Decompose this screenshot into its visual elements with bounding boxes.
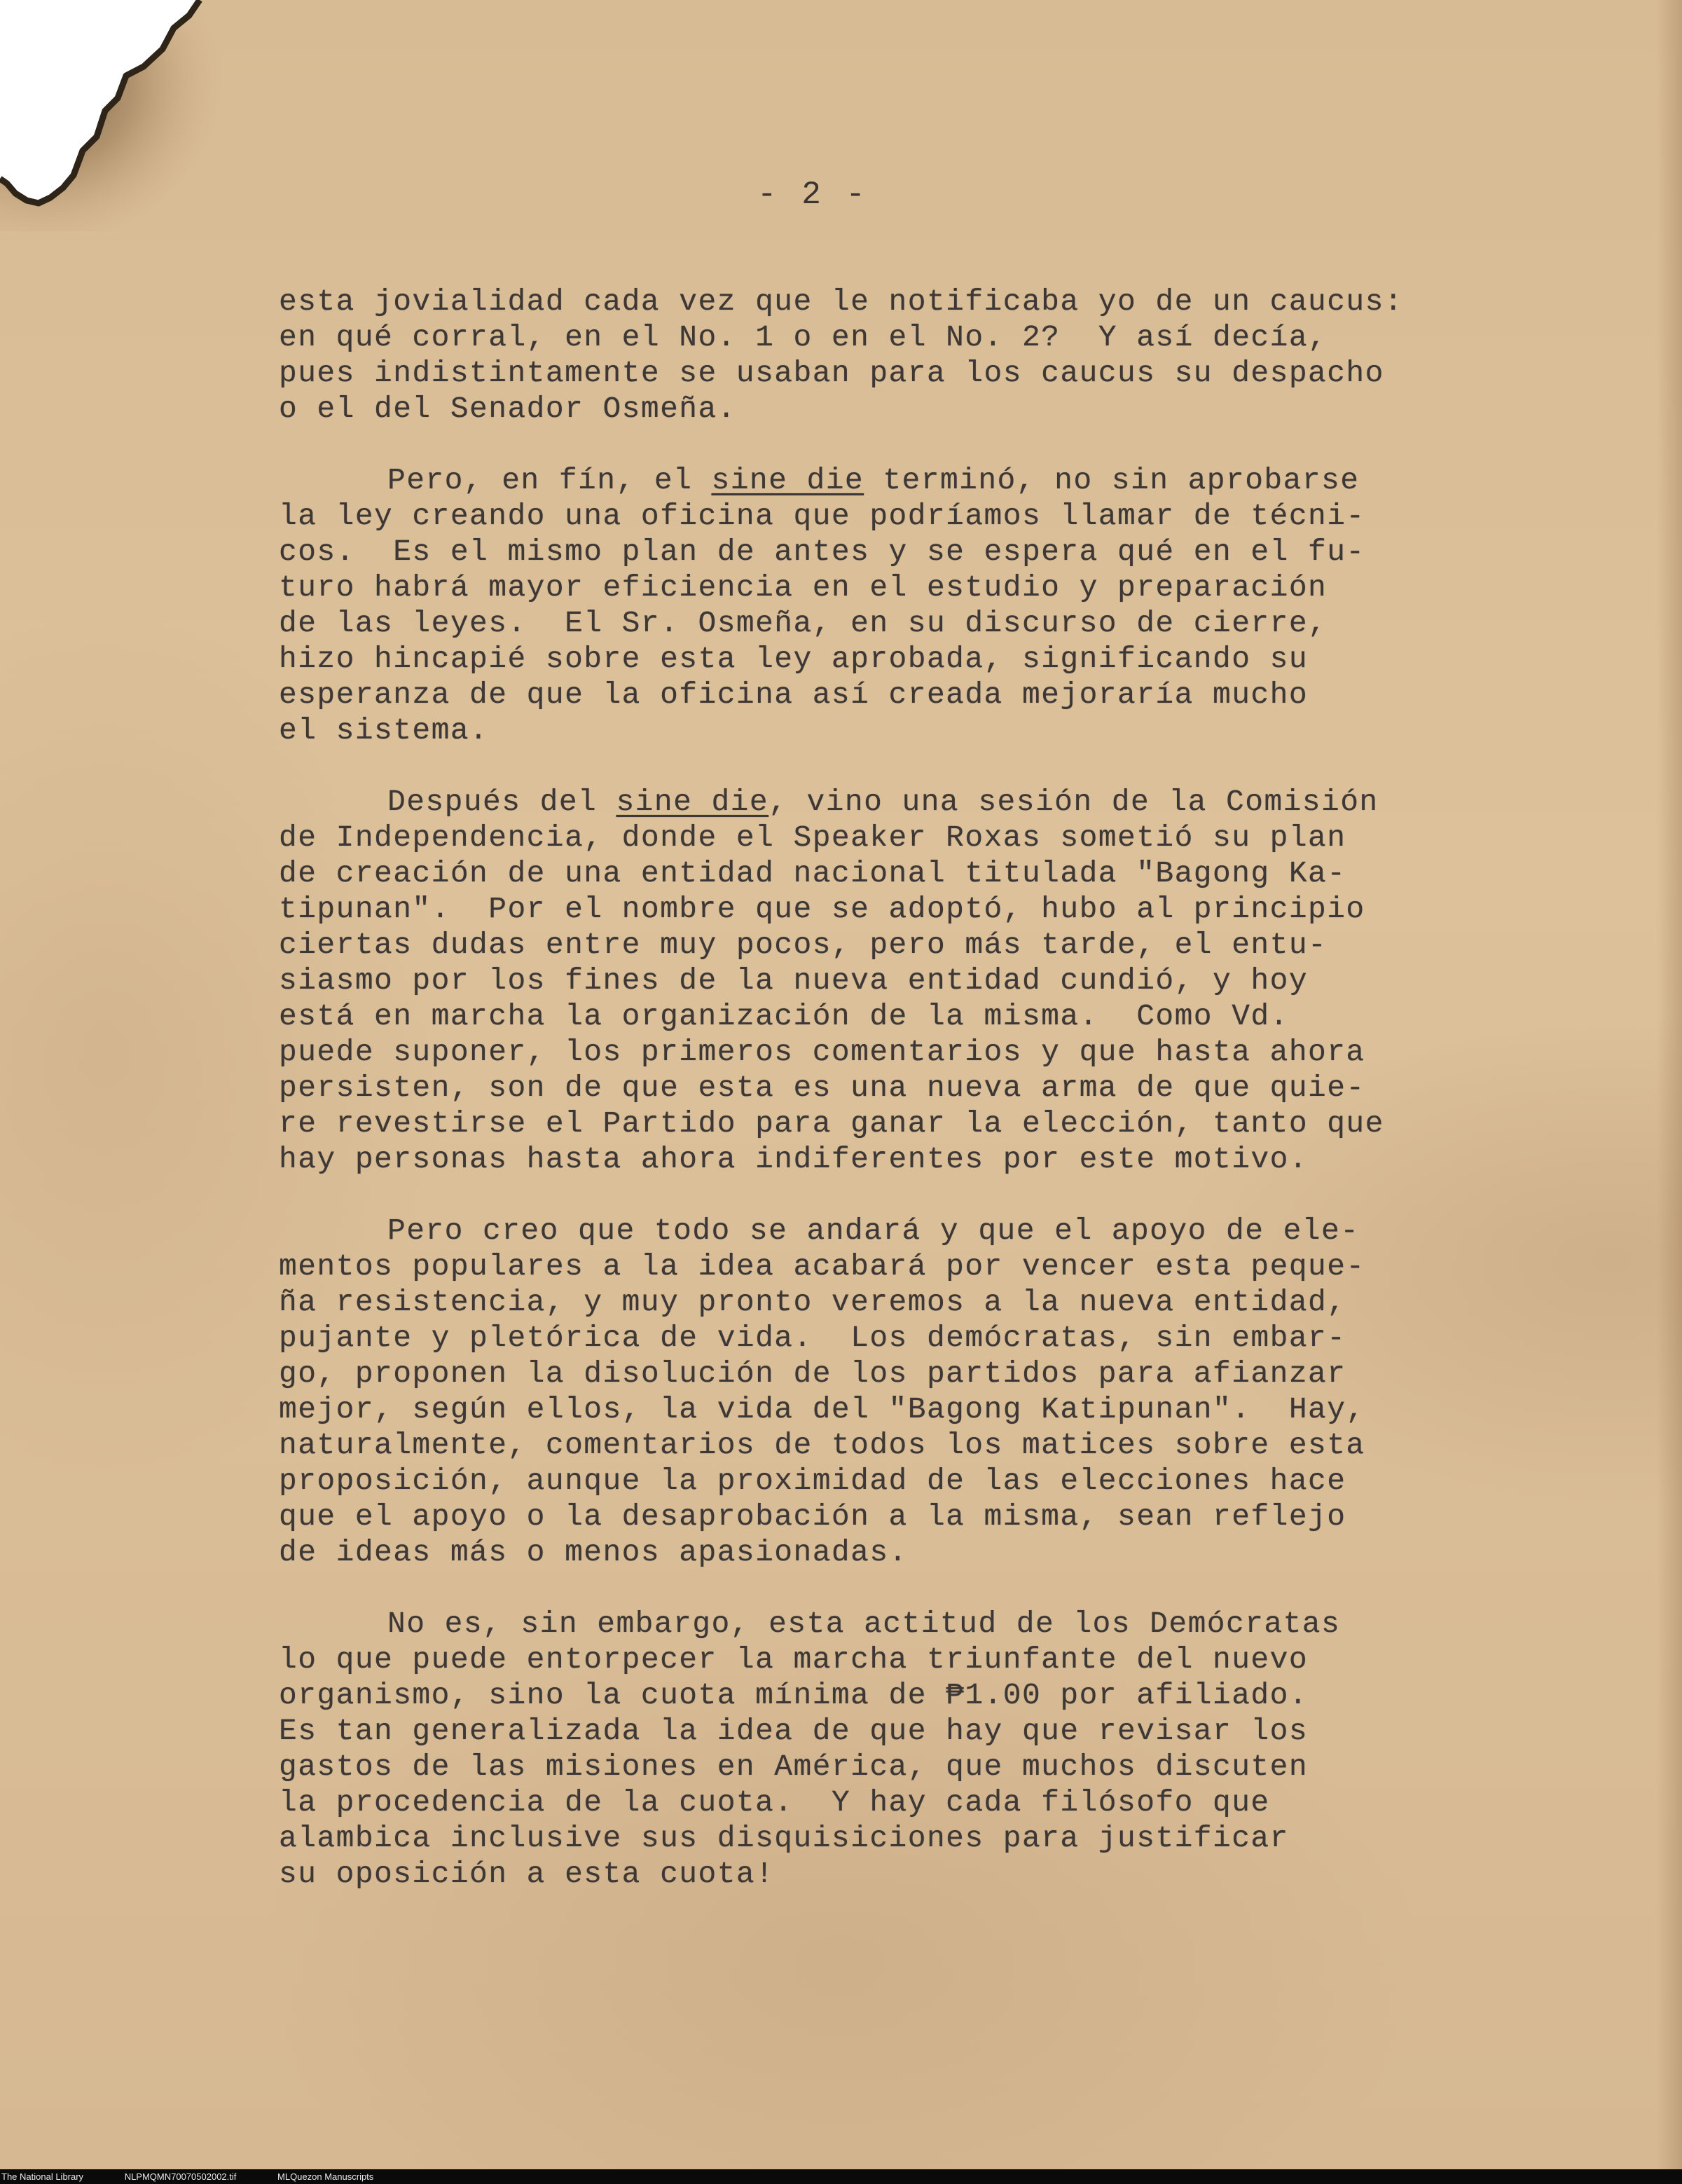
text-line: de Independencia, donde el Speaker Roxas sometió su plan	[279, 820, 1346, 855]
text-line: gastos de las misiones en América, que muchos discuten	[279, 1750, 1309, 1784]
text-line: esperanza de que la oficina así creada mejoraría mucho	[279, 678, 1309, 712]
text-line: puede suponer, los primeros comentarios y que hasta ahora	[279, 1035, 1365, 1069]
text-line: alambica inclusive sus disquisiciones para justificar	[279, 1821, 1289, 1855]
text-line: re revestirse el Partido para ganar la elección, tanto que	[279, 1106, 1384, 1141]
text-line: persisten, son de que esta es una nueva arma de que quie-	[279, 1071, 1365, 1105]
text-line: ña resistencia, y muy pronto veremos a la nueva entidad,	[279, 1285, 1346, 1319]
text-line: en qué corral, en el No. 1 o en el No. 2? Y así decía,	[279, 320, 1328, 355]
paragraph	[279, 1606, 1540, 1892]
text-line: mejor, según ellos, la vida del "Bagong Katipunan". Hay,	[279, 1392, 1365, 1427]
paragraph	[279, 1213, 1540, 1570]
text-line: hizo hincapié sobre esta ley aprobada, significando su	[279, 642, 1309, 676]
text-line: esta jovialidad cada vez que le notificaba yo de un caucus:	[279, 284, 1404, 319]
text-line: pujante y pletórica de vida. Los demócratas, sin embar-	[279, 1321, 1346, 1355]
paragraph	[279, 284, 1540, 427]
text-line: de creación de una entidad nacional titulada "Bagong Ka-	[279, 856, 1346, 891]
text-line: el sistema.	[279, 713, 489, 748]
text-line: Después del sine die, vino una sesión de la Comisión	[387, 785, 1379, 819]
text-line: siasmo por los fines de la nueva entidad cundió, y hoy	[279, 963, 1309, 998]
footer-collection: MLQuezon Manuscripts	[277, 2171, 374, 2182]
text-line: tipunan". Por el nombre que se adoptó, hubo al principio	[279, 892, 1365, 926]
text-line: ciertas dudas entre muy pocos, pero más tarde, el entu-	[279, 928, 1328, 962]
text-line: naturalmente, comentarios de todos los matices sobre esta	[279, 1428, 1365, 1462]
text-line: Pero creo que todo se andará y que el apoyo de ele-	[387, 1214, 1360, 1248]
text-line: hay personas hasta ahora indiferentes por este motivo.	[279, 1142, 1309, 1176]
text-line: turo habrá mayor eficiencia en el estudio y preparación	[279, 570, 1328, 605]
page-edge-shadow	[1657, 0, 1682, 2169]
underlined-term: sine die	[616, 785, 769, 819]
text-line: o el del Senador Osmeña.	[279, 392, 736, 426]
text-line: organismo, sino la cuota mínima de ₱1.00 por afiliado.	[279, 1678, 1309, 1712]
archive-footer	[0, 2169, 1682, 2184]
text-line: está en marcha la organización de la misma. Como Vd.	[279, 999, 1289, 1033]
letter-body	[279, 284, 1540, 1928]
text-line: que el apoyo o la desaprobación a la misma, sean reflejo	[279, 1499, 1346, 1534]
text-line: cos. Es el mismo plan de antes y se espera qué en el fu-	[279, 535, 1365, 569]
underlined-term: sine die	[711, 463, 864, 497]
text-line: su oposición a esta cuota!	[279, 1857, 775, 1891]
text-line: Pero, en fín, el sine die terminó, no sin aprobarse	[387, 463, 1360, 497]
paragraph	[279, 784, 1540, 1177]
paragraph	[279, 462, 1540, 748]
text-line: proposición, aunque la proximidad de las elecciones hace	[279, 1464, 1346, 1498]
page-number: - 2 -	[757, 177, 869, 213]
text-line: go, proponen la disolución de los partidos para afianzar	[279, 1357, 1346, 1391]
text-line: de las leyes. El Sr. Osmeña, en su discurso de cierre,	[279, 606, 1328, 640]
text-line: No es, sin embargo, esta actitud de los Demócratas	[387, 1607, 1341, 1641]
text-line: mentos populares a la idea acabará por vencer esta peque-	[279, 1249, 1365, 1284]
text-line: de ideas más o menos apasionadas.	[279, 1535, 908, 1570]
burnt-corner-tear	[0, 0, 224, 231]
text-line: la procedencia de la cuota. Y hay cada filósofo que	[279, 1785, 1270, 1820]
footer-library: The National Library	[1, 2171, 84, 2182]
text-line: la ley creando una oficina que podríamos llamar de técni-	[279, 499, 1365, 533]
text-line: lo que puede entorpecer la marcha triunfante del nuevo	[279, 1642, 1309, 1677]
footer-file: NLPMQMN70070502002.tif	[124, 2171, 237, 2182]
text-line: pues indistintamente se usaban para los caucus su despacho	[279, 356, 1384, 390]
text-line: Es tan generalizada la idea de que hay que revisar los	[279, 1714, 1309, 1748]
